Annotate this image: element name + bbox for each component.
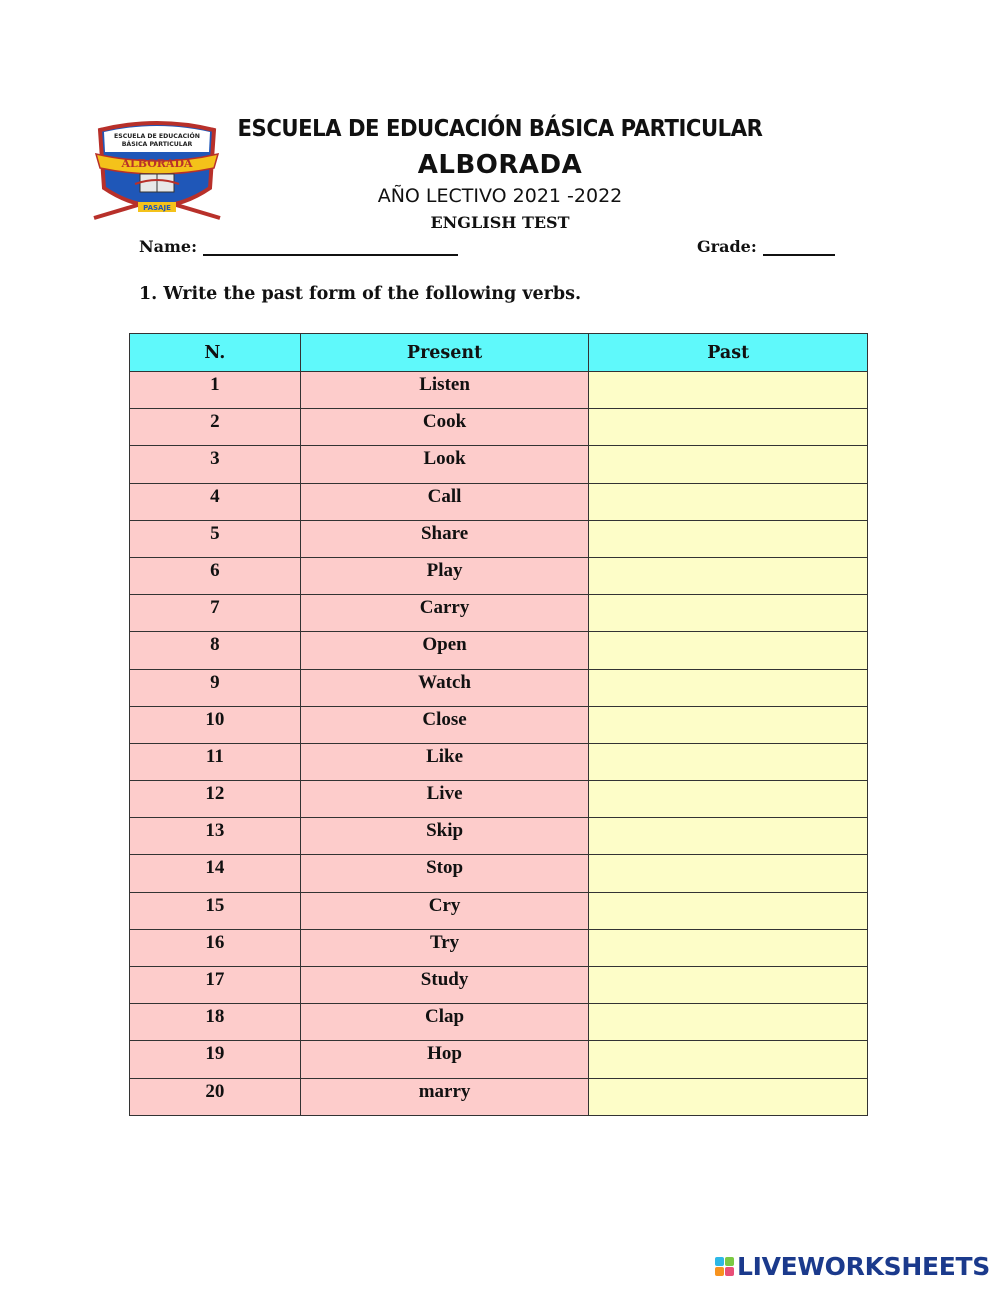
past-answer-field[interactable] <box>589 1078 868 1115</box>
past-answer-field[interactable] <box>589 409 868 446</box>
header-present: Present <box>300 334 589 372</box>
past-answer-field[interactable] <box>589 892 868 929</box>
test-title: ENGLISH TEST <box>430 213 570 232</box>
grade-field <box>697 236 835 256</box>
row-number: 6 <box>130 557 301 594</box>
past-answer-field[interactable] <box>589 818 868 855</box>
present-verb: Cry <box>300 892 589 929</box>
table-row <box>130 855 868 892</box>
header-number: N. <box>130 334 301 372</box>
row-number: 12 <box>130 781 301 818</box>
row-number: 14 <box>130 855 301 892</box>
school-year: AÑO LECTIVO 2021 -2022 <box>377 185 623 207</box>
liveworksheets-logo-icon <box>715 1257 734 1276</box>
present-verb: Like <box>300 743 589 780</box>
name-blank[interactable] <box>203 236 458 256</box>
past-answer-field[interactable] <box>589 632 868 669</box>
table-row <box>130 372 868 409</box>
past-answer-field[interactable] <box>589 372 868 409</box>
table-row <box>130 595 868 632</box>
verbs-table <box>129 333 868 1116</box>
row-number: 16 <box>130 929 301 966</box>
table-row <box>130 446 868 483</box>
table-row <box>130 409 868 446</box>
present-verb: Cook <box>300 409 589 446</box>
row-number: 3 <box>130 446 301 483</box>
row-number: 19 <box>130 1041 301 1078</box>
table-row <box>130 706 868 743</box>
present-verb: Open <box>300 632 589 669</box>
row-number: 17 <box>130 967 301 1004</box>
table-row <box>130 1078 868 1115</box>
present-verb: Play <box>300 557 589 594</box>
row-number: 8 <box>130 632 301 669</box>
past-answer-field[interactable] <box>589 743 868 780</box>
table-row <box>130 781 868 818</box>
past-answer-field[interactable] <box>589 1004 868 1041</box>
present-verb: Hop <box>300 1041 589 1078</box>
past-answer-field[interactable] <box>589 967 868 1004</box>
liveworksheets-brand <box>715 1252 990 1281</box>
past-answer-field[interactable] <box>589 1041 868 1078</box>
row-number: 2 <box>130 409 301 446</box>
past-answer-field[interactable] <box>589 929 868 966</box>
table-row <box>130 892 868 929</box>
table-row <box>130 632 868 669</box>
svg-text:ALBORADA: ALBORADA <box>121 157 193 170</box>
present-verb: Share <box>300 520 589 557</box>
past-answer-field[interactable] <box>589 706 868 743</box>
past-answer-field[interactable] <box>589 520 868 557</box>
table-row <box>130 557 868 594</box>
row-number: 15 <box>130 892 301 929</box>
present-verb: marry <box>300 1078 589 1115</box>
svg-text:BÁSICA PARTICULAR: BÁSICA PARTICULAR <box>121 141 193 148</box>
present-verb: Study <box>300 967 589 1004</box>
table-row <box>130 1041 868 1078</box>
table-row <box>130 483 868 520</box>
school-line: ESCUELA DE EDUCACIÓN BÁSICA PARTICULAR <box>237 116 763 142</box>
row-number: 4 <box>130 483 301 520</box>
table-header-row <box>130 334 868 372</box>
present-verb: Close <box>300 706 589 743</box>
table-row <box>130 520 868 557</box>
grade-label: Grade: <box>697 237 757 256</box>
instruction: 1. Write the past form of the following verbs. <box>139 284 582 304</box>
row-number: 5 <box>130 520 301 557</box>
row-number: 18 <box>130 1004 301 1041</box>
present-verb: Try <box>300 929 589 966</box>
past-answer-field[interactable] <box>589 781 868 818</box>
present-verb: Carry <box>300 595 589 632</box>
table-row <box>130 743 868 780</box>
present-verb: Skip <box>300 818 589 855</box>
present-verb: Listen <box>300 372 589 409</box>
name-label: Name: <box>139 237 198 256</box>
school-name: ALBORADA <box>417 150 583 180</box>
table-row <box>130 818 868 855</box>
past-answer-field[interactable] <box>589 595 868 632</box>
row-number: 1 <box>130 372 301 409</box>
present-verb: Stop <box>300 855 589 892</box>
present-verb: Live <box>300 781 589 818</box>
header-past: Past <box>589 334 868 372</box>
past-answer-field[interactable] <box>589 483 868 520</box>
row-number: 7 <box>130 595 301 632</box>
row-number: 11 <box>130 743 301 780</box>
brand-name: LIVEWORKSHEETS <box>736 1252 990 1281</box>
present-verb: Watch <box>300 669 589 706</box>
past-answer-field[interactable] <box>589 557 868 594</box>
past-answer-field[interactable] <box>589 855 868 892</box>
table-row <box>130 1004 868 1041</box>
svg-text:PASAJE: PASAJE <box>143 204 171 212</box>
row-number: 10 <box>130 706 301 743</box>
table-row <box>130 929 868 966</box>
past-answer-field[interactable] <box>589 446 868 483</box>
past-answer-field[interactable] <box>589 669 868 706</box>
table-row <box>130 967 868 1004</box>
table-row <box>130 669 868 706</box>
present-verb: Call <box>300 483 589 520</box>
row-number: 9 <box>130 669 301 706</box>
row-number: 20 <box>130 1078 301 1115</box>
row-number: 13 <box>130 818 301 855</box>
present-verb: Look <box>300 446 589 483</box>
svg-text:ESCUELA DE EDUCACIÓN: ESCUELA DE EDUCACIÓN <box>114 133 200 140</box>
present-verb: Clap <box>300 1004 589 1041</box>
name-field <box>139 236 458 256</box>
grade-blank[interactable] <box>763 236 835 256</box>
